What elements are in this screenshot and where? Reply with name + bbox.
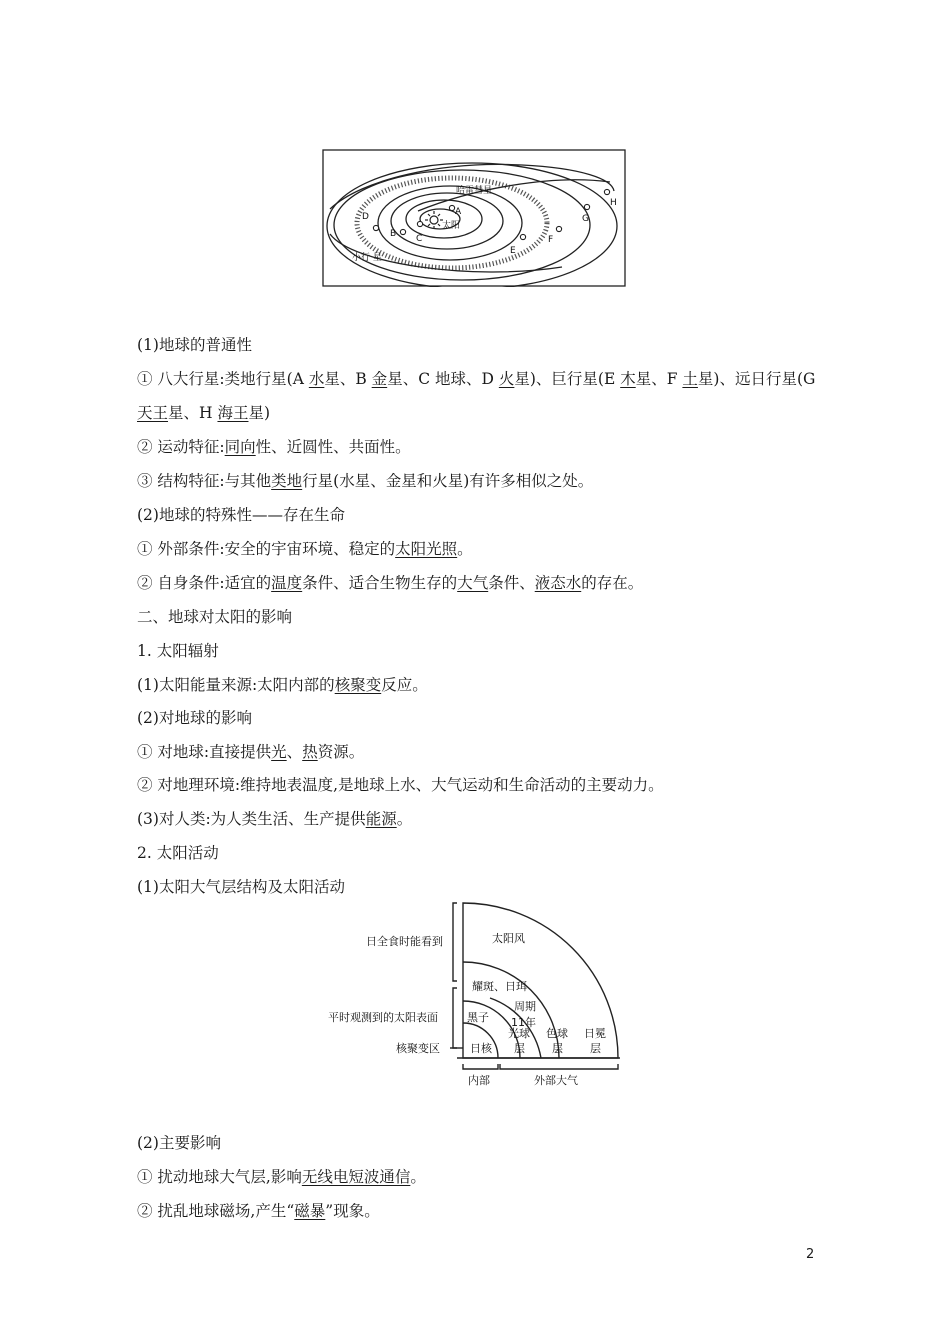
underlined-answer: 类地	[271, 472, 303, 490]
label-total-eclipse: 日全食时能看到	[366, 935, 443, 948]
planet-label-E: E	[510, 246, 516, 256]
underlined-answer: 土	[682, 370, 698, 388]
text-line	[137, 335, 252, 355]
text-segment: ② 自身条件:适宜的	[137, 574, 272, 592]
text-segment: 。	[457, 540, 473, 558]
underlined-answer: 温度	[271, 574, 303, 592]
planet-label-B: B	[390, 229, 397, 239]
planet-label-C: C	[416, 234, 423, 244]
text-segment: 条件、适合生物生存的	[302, 574, 458, 592]
text-line	[137, 775, 664, 795]
text-segment: 星、H	[168, 404, 218, 422]
text-segment: 星)、远日行星(G	[697, 370, 816, 388]
label-chromosphere-2: 层	[552, 1042, 563, 1055]
text-segment: 性、近圆性、共面性。	[255, 438, 411, 456]
underlined-answer: 能源	[365, 810, 397, 828]
label-corona: 日冕	[584, 1027, 606, 1040]
text-line	[137, 1201, 380, 1221]
text-segment: 二、地球对太阳的影响	[137, 608, 293, 626]
text-line	[137, 1133, 221, 1153]
text-segment: ② 对地理环境:维持地表温度,是地球上水、大气运动和生命活动的主要动力。	[137, 776, 664, 794]
text-segment: ③ 结构特征:与其他	[137, 472, 272, 490]
text-segment: (3)对人类:为人类生活、生产提供	[137, 810, 366, 828]
text-segment: (2)地球的特殊性——存在生命	[137, 506, 345, 524]
comet-label: 哈雷彗星	[456, 186, 493, 196]
text-segment: 2. 太阳活动	[137, 844, 219, 862]
text-segment: (1)太阳大气层结构及太阳活动	[137, 878, 345, 896]
underlined-answer: 同向	[224, 438, 256, 456]
text-line	[137, 708, 252, 728]
underlined-answer: 光	[271, 743, 287, 761]
text-segment: (1)地球的普通性	[137, 336, 252, 354]
text-line	[137, 641, 219, 661]
underlined-answer: 大气	[457, 574, 489, 592]
asteroid-label: 小行 星	[352, 253, 382, 263]
text-segment: 行星(水星、金星和火星)有许多相似之处。	[302, 472, 594, 490]
page-number: 2	[806, 1247, 815, 1262]
text-segment: 星)、巨行星(E	[514, 370, 621, 388]
label-solar-wind: 太阳风	[492, 932, 525, 945]
text-line	[137, 437, 411, 457]
text-segment: ① 对地球:直接提供	[137, 743, 272, 761]
label-outer-atmosphere: 外部大气	[534, 1074, 578, 1087]
text-segment: ② 运动特征:	[137, 438, 225, 456]
underlined-answer: 液态水	[534, 574, 582, 592]
text-segment: ② 扰乱地球磁场,产生“	[137, 1202, 295, 1220]
text-segment: 星、B	[324, 370, 372, 388]
text-line	[137, 809, 412, 829]
label-photosphere-2: 层	[514, 1042, 525, 1055]
text-segment: 。	[410, 1168, 426, 1186]
text-segment: ”现象。	[325, 1202, 380, 1220]
text-line	[137, 877, 345, 897]
text-line	[137, 573, 643, 593]
text-line	[137, 1167, 426, 1187]
label-fusion-zone: 核聚变区	[396, 1042, 440, 1055]
text-segment: ① 扰动地球大气层,影响	[137, 1168, 302, 1186]
planet-label-H: H	[610, 198, 617, 208]
label-sunspots: 黑子	[467, 1011, 489, 1024]
text-segment: 星、F	[635, 370, 683, 388]
text-segment: (2)主要影响	[137, 1134, 221, 1152]
underlined-answer: 金	[371, 370, 388, 388]
underlined-answer: 太阳光照	[395, 540, 458, 558]
text-segment: (1)太阳能量来源:太阳内部的	[137, 676, 335, 694]
planet-label-D: D	[362, 212, 369, 222]
text-segment: 条件、	[488, 574, 535, 592]
underlined-answer: 磁暴	[294, 1202, 326, 1220]
text-segment: 星)	[248, 404, 271, 422]
solar-system-figure	[322, 149, 626, 291]
text-segment: 反应。	[381, 676, 428, 694]
text-line	[137, 403, 270, 423]
text-line	[137, 539, 473, 559]
text-line	[137, 505, 345, 525]
text-segment: ① 外部条件:安全的宇宙环境、稳定的	[137, 540, 396, 558]
label-corona-2: 层	[590, 1042, 601, 1055]
text-line	[137, 843, 219, 863]
label-core: 日核	[470, 1042, 492, 1055]
text-segment: 的存在。	[581, 574, 644, 592]
text-segment: 资源。	[317, 743, 365, 761]
underlined-answer: 无线电短波通信	[301, 1168, 411, 1186]
text-segment: 1. 太阳辐射	[137, 642, 219, 660]
label-interior: 内部	[468, 1074, 490, 1087]
text-line	[137, 471, 593, 491]
underlined-answer: 火	[498, 370, 515, 388]
text-line	[137, 742, 364, 762]
label-flares: 耀斑、日珥	[472, 980, 527, 993]
underlined-answer: 木	[620, 370, 636, 388]
text-segment: 。	[396, 810, 413, 828]
text-line	[137, 607, 292, 627]
planet-label-F: F	[548, 235, 554, 245]
underlined-answer: 海王	[217, 404, 249, 422]
text-line	[137, 675, 428, 695]
planet-label-G: G	[582, 214, 589, 224]
sun-label: 太阳	[442, 221, 461, 231]
text-segment: 星、C 地球、D	[387, 370, 499, 388]
underlined-answer: 热	[302, 743, 318, 761]
underlined-answer: 天王	[137, 404, 169, 422]
underlined-answer: 核聚变	[334, 676, 382, 694]
label-solar-surface: 平时观测到的太阳表面	[328, 1011, 438, 1024]
text-segment: 、	[286, 743, 303, 761]
text-segment: ① 八大行星:类地行星(A	[137, 370, 309, 388]
label-photosphere: 光球	[508, 1027, 530, 1040]
planet-label-A: A	[455, 207, 462, 217]
sun-structure-figure	[320, 898, 632, 1094]
text-line	[137, 369, 815, 389]
underlined-answer: 水	[308, 370, 325, 388]
text-segment: (2)对地球的影响	[137, 709, 252, 727]
label-cycle: 周期	[514, 1000, 536, 1013]
label-chromosphere: 色球	[546, 1027, 568, 1040]
label-cycle-years: 11年	[511, 1016, 536, 1029]
